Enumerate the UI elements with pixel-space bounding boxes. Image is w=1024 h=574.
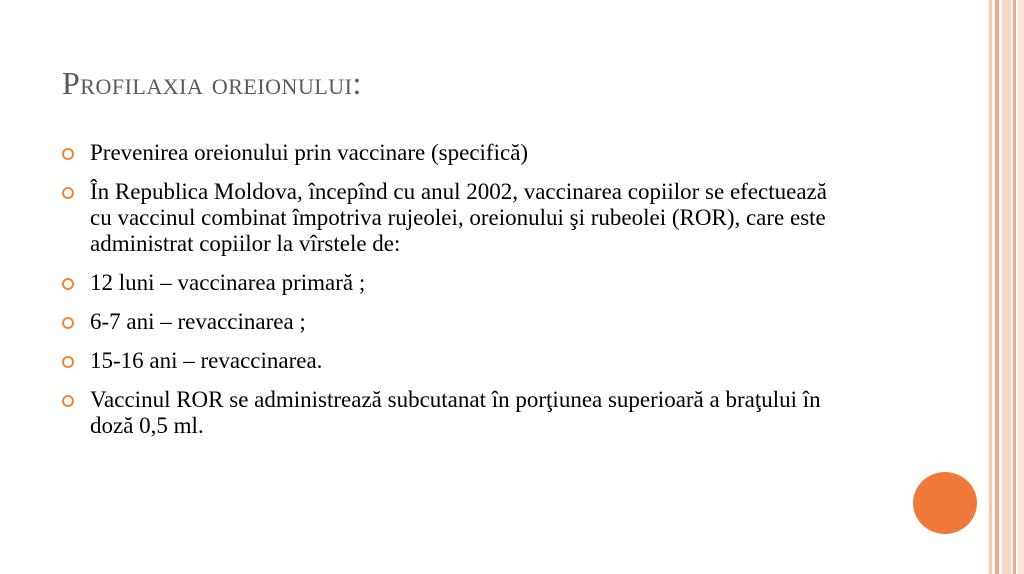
bullet-item (62, 270, 852, 296)
bullet-text: 6-7 ani – revaccinarea ; (90, 309, 306, 334)
decor-stripe (1018, 0, 1024, 574)
circle-bullet-icon (62, 317, 74, 329)
bullet-list (62, 140, 852, 452)
bullet-text: În Republica Moldova, începînd cu anul 2002, vaccinarea copiilor se efectuează cu vaccinul combinat împotriva rujeolei, oreionului şi rubeolei (ROR), care este administrat copiilor la vîrstele de: (90, 179, 827, 256)
bullet-text: Prevenirea oreionului prin vaccinare (specifică) (90, 140, 529, 165)
decor-stripe (1013, 0, 1016, 574)
circle-bullet-icon (62, 187, 74, 199)
bullet-item (62, 140, 852, 166)
circle-bullet-icon (62, 148, 74, 160)
decor-stripe (989, 0, 992, 574)
slide-title: Profilaxia oreionului: (62, 65, 362, 101)
bullet-text: Vaccinul ROR se administrează subcutanat în porţiunea superioară a braţului în doză 0,5 ml. (90, 387, 821, 438)
decorative-orange-circle (913, 472, 977, 534)
circle-bullet-icon (62, 356, 74, 368)
circle-bullet-icon (62, 395, 74, 407)
circle-bullet-icon (62, 278, 74, 290)
bullet-item (62, 348, 852, 374)
bullet-text: 12 luni – vaccinarea primară ; (90, 270, 366, 295)
bullet-text: 15-16 ani – revaccinarea. (90, 348, 323, 373)
decor-stripe (1002, 0, 1011, 574)
bullet-item (62, 179, 852, 257)
bullet-item (62, 387, 852, 439)
decor-stripe (995, 0, 999, 574)
bullet-item (62, 309, 852, 335)
